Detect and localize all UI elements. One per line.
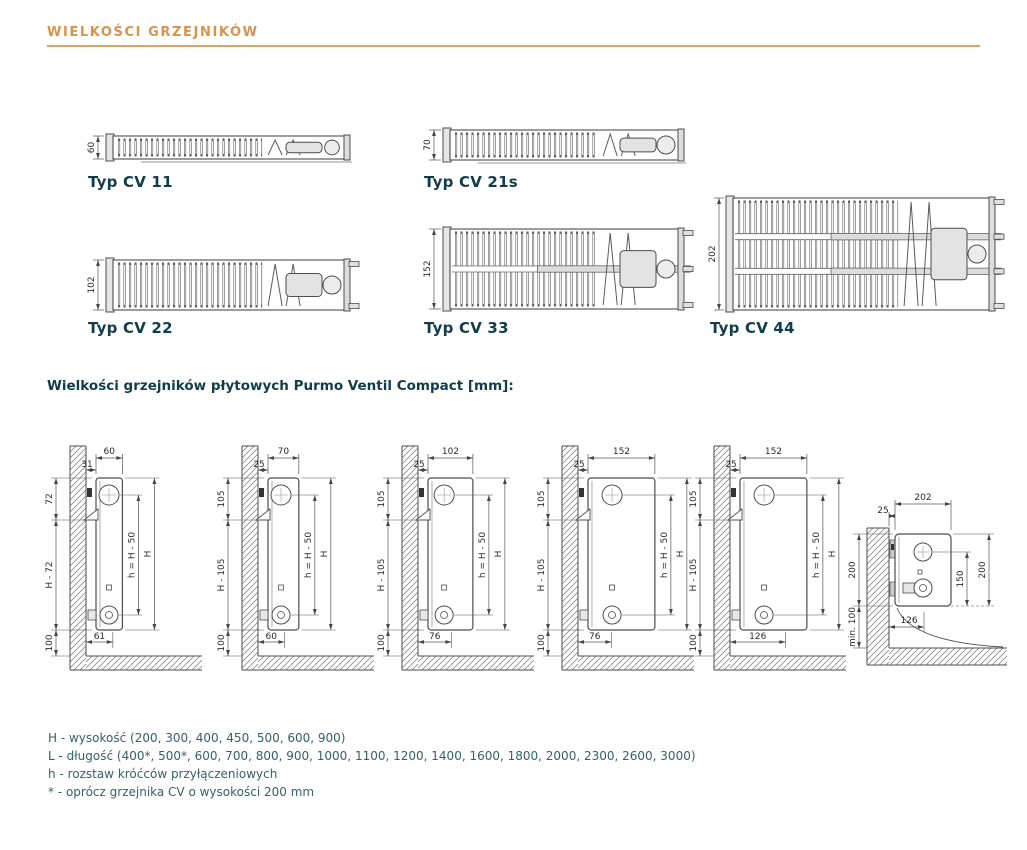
dim-label: 200: [978, 561, 988, 579]
dim-label: 31: [81, 460, 93, 470]
radiator-top-drawing: [418, 222, 700, 316]
dim-label: h = H - 50: [659, 531, 670, 579]
radiator-top-drawing: [705, 190, 1007, 316]
top-view-cv22: [82, 252, 364, 322]
side-view-3: [372, 420, 544, 690]
dim-label: 202: [914, 493, 932, 503]
dim-label: H - 105: [377, 558, 387, 592]
dim-label: 25: [877, 506, 889, 516]
dim-label: 60: [103, 447, 115, 457]
dim-label: 105: [537, 490, 547, 508]
label-cv21s: Typ CV 21s: [424, 173, 518, 191]
dim-label: 105: [689, 490, 699, 508]
dim-label: 126: [749, 632, 767, 642]
dim-label: 61: [93, 632, 106, 642]
legend-line-H: H - wysokość (200, 300, 400, 450, 500, 600, 900): [48, 731, 346, 745]
dim-label: H: [493, 550, 504, 558]
dim-label: 25: [413, 460, 425, 470]
dim-label: 200: [848, 561, 858, 579]
radiator-side-drawing: [684, 420, 856, 686]
dim-label: H - 105: [217, 558, 227, 592]
label-cv33: Typ CV 33: [424, 319, 509, 337]
top-view-cv33: [418, 222, 700, 320]
dim-label: h = H - 50: [127, 531, 138, 579]
dim-label: 70: [423, 139, 433, 151]
dim-label: 102: [441, 447, 460, 457]
top-view-cv11: [82, 128, 364, 178]
dim-label: 100: [45, 634, 55, 652]
dim-label: 100: [537, 634, 547, 652]
dim-label: 100: [217, 634, 227, 652]
radiator-side-drawing: [40, 420, 212, 686]
side-view-5: [684, 420, 856, 690]
dim-label: 76: [428, 632, 441, 642]
legend-line-star: * - oprócz grzejnika CV o wysokości 200 mm: [48, 785, 315, 799]
radiator-side-drawing: [532, 420, 704, 686]
dim-label: 150: [956, 570, 966, 588]
dim-label: H: [827, 550, 838, 558]
dim-label: 105: [217, 490, 227, 508]
top-view-cv21s: [418, 124, 700, 174]
dim-label: H: [319, 550, 330, 558]
header-rule: [47, 45, 980, 47]
dim-label: H: [675, 550, 686, 558]
dim-label: 70: [277, 447, 290, 457]
page-title: WIELKOŚCI GRZEJNIKÓW: [47, 25, 259, 40]
section-title: Wielkości grzejników płytowych Purmo Ventil Compact [mm]:: [47, 378, 514, 394]
label-cv22: Typ CV 22: [88, 319, 173, 337]
dim-label: 102: [87, 276, 97, 294]
radiator-top-drawing: [418, 124, 700, 170]
dim-label: 202: [708, 245, 718, 263]
side-view-2: [212, 420, 384, 690]
dim-label: 72: [45, 493, 55, 505]
radiator-top-drawing: [82, 252, 364, 318]
top-view-cv44: [705, 190, 1007, 320]
dim-label: 126: [900, 616, 918, 626]
radiator-top-drawing: [82, 128, 364, 174]
radiator-side-drawing: [372, 420, 544, 686]
side-view-4: [532, 420, 704, 690]
label-cv44: Typ CV 44: [710, 319, 795, 337]
dim-label: 60: [265, 632, 277, 642]
dim-label: 60: [87, 141, 97, 154]
dim-label: 100: [689, 634, 699, 652]
dim-label: 152: [764, 447, 783, 457]
dim-label: min. 100: [848, 607, 858, 647]
detail-drawing: [845, 470, 1027, 705]
detail-view: [845, 470, 1027, 709]
side-view-1: [40, 420, 212, 690]
dim-label: 25: [725, 460, 737, 470]
radiator-side-drawing: [212, 420, 384, 686]
dim-label: 105: [377, 490, 387, 508]
legend-line-L: L - długość (400*, 500*, 600, 700, 800, 900, 1000, 1100, 1200, 1400, 1600, 1800, 2000, 2300, 2600, 3000): [48, 749, 696, 763]
dim-label: H: [143, 550, 154, 558]
dim-label: H - 72: [45, 561, 55, 589]
dim-label: 152: [612, 447, 631, 457]
legend: [48, 729, 696, 801]
dim-label: h = H - 50: [303, 531, 314, 579]
dim-label: 152: [423, 260, 433, 278]
dim-label: 76: [588, 632, 601, 642]
dim-label: h = H - 50: [477, 531, 488, 579]
legend-line-h: h - rozstaw króćców przyłączeniowych: [48, 767, 278, 781]
dim-label: 100: [377, 634, 387, 652]
dim-label: h = H - 50: [811, 531, 822, 579]
dim-label: H - 105: [689, 558, 699, 592]
dim-label: 25: [573, 460, 585, 470]
dim-label: 25: [253, 460, 265, 470]
dim-label: H - 105: [537, 558, 547, 592]
label-cv11: Typ CV 11: [88, 173, 173, 191]
